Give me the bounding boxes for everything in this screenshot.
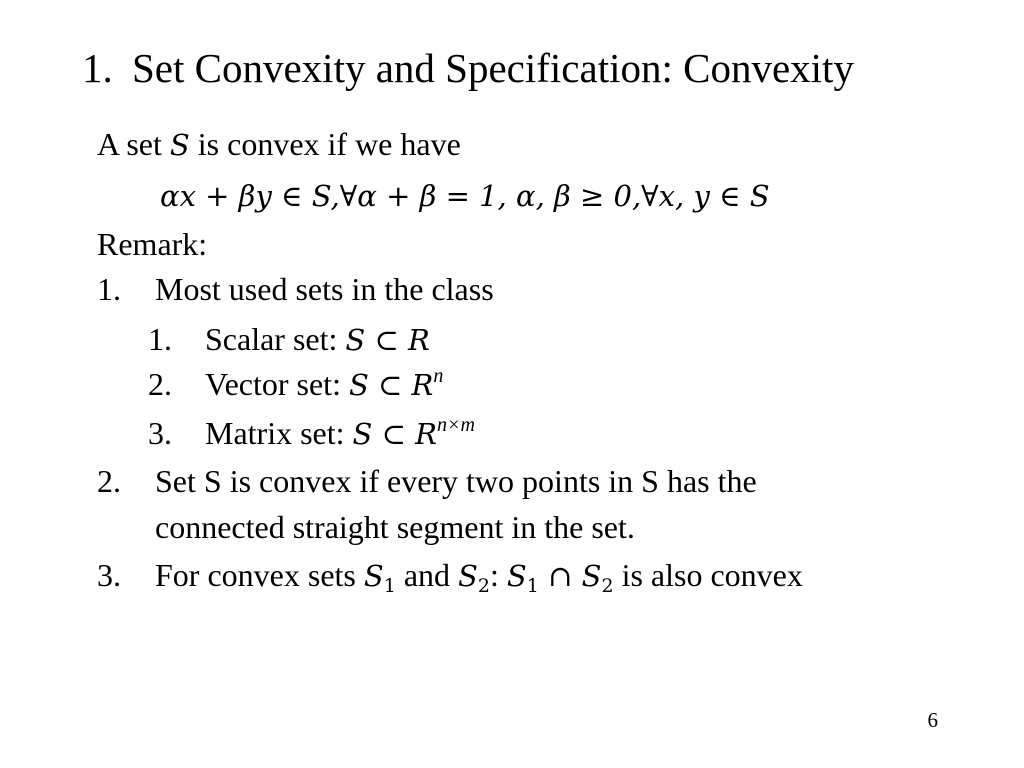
item3-s2b: S	[581, 559, 602, 593]
convexity-formula: αx + βy ∈ S,∀α + β = 1, α, β ≥ 0,∀x, y ∈ S	[160, 179, 770, 213]
sublist-math: S ⊂ R	[345, 323, 430, 357]
sublist-marker-1: 1.	[148, 321, 172, 357]
definition-intro-suffix: is convex if we have	[189, 126, 461, 162]
sublist-item-vector	[205, 362, 443, 407]
list-item-1-text: Most used sets in the class	[155, 271, 494, 307]
definition-intro	[97, 122, 461, 167]
sublist-marker-2: 2.	[148, 366, 172, 402]
item3-sub2b: 2	[601, 575, 614, 597]
page-number: 6	[927, 708, 938, 732]
item3-prefix: For convex sets	[155, 557, 364, 593]
sublist-superscript: n	[433, 365, 444, 387]
item3-sub1b: 1	[526, 575, 539, 597]
sublist-marker-3: 3.	[148, 415, 172, 451]
sublist-item-scalar	[205, 317, 430, 362]
sublist-superscript: n×m	[436, 414, 475, 436]
list-item-3-marker: 3.	[97, 557, 121, 593]
item3-suffix: is also convex	[613, 557, 803, 593]
item3-and: and	[395, 557, 459, 593]
list-item-3-text	[155, 553, 803, 598]
item3-colon: :	[490, 557, 507, 593]
sublist-label: Vector set:	[205, 366, 349, 402]
list-item-1	[97, 267, 121, 311]
definition-intro-prefix: A set	[97, 126, 170, 162]
item3-sub2: 2	[477, 575, 490, 597]
item3-s1b: S	[506, 559, 527, 593]
list-marker: 1.	[97, 271, 121, 307]
list-item-2-line2: connected straight segment in the set.	[155, 509, 635, 545]
list-item-2-line1: Set S is convex if every two points in S has the	[155, 463, 757, 499]
remark-label: Remark:	[97, 226, 208, 262]
title-text: Set Convexity and Specification: Convexity	[132, 45, 854, 91]
slide-title	[82, 42, 854, 94]
item3-s1: S	[363, 559, 384, 593]
sublist-math: S ⊂ R	[352, 417, 437, 451]
item3-intersection: ∩	[538, 559, 582, 593]
sublist-label: Scalar set:	[205, 321, 346, 357]
definition-intro-var: S	[169, 128, 190, 162]
list-item-2-marker: 2.	[97, 463, 121, 499]
title-number: 1.	[82, 45, 113, 91]
item3-sub1: 1	[383, 575, 396, 597]
sublist-math: S ⊂ R	[348, 368, 434, 402]
sublist-item-matrix	[205, 411, 475, 456]
sublist-label: Matrix set:	[205, 415, 353, 451]
item3-s2: S	[458, 559, 478, 593]
